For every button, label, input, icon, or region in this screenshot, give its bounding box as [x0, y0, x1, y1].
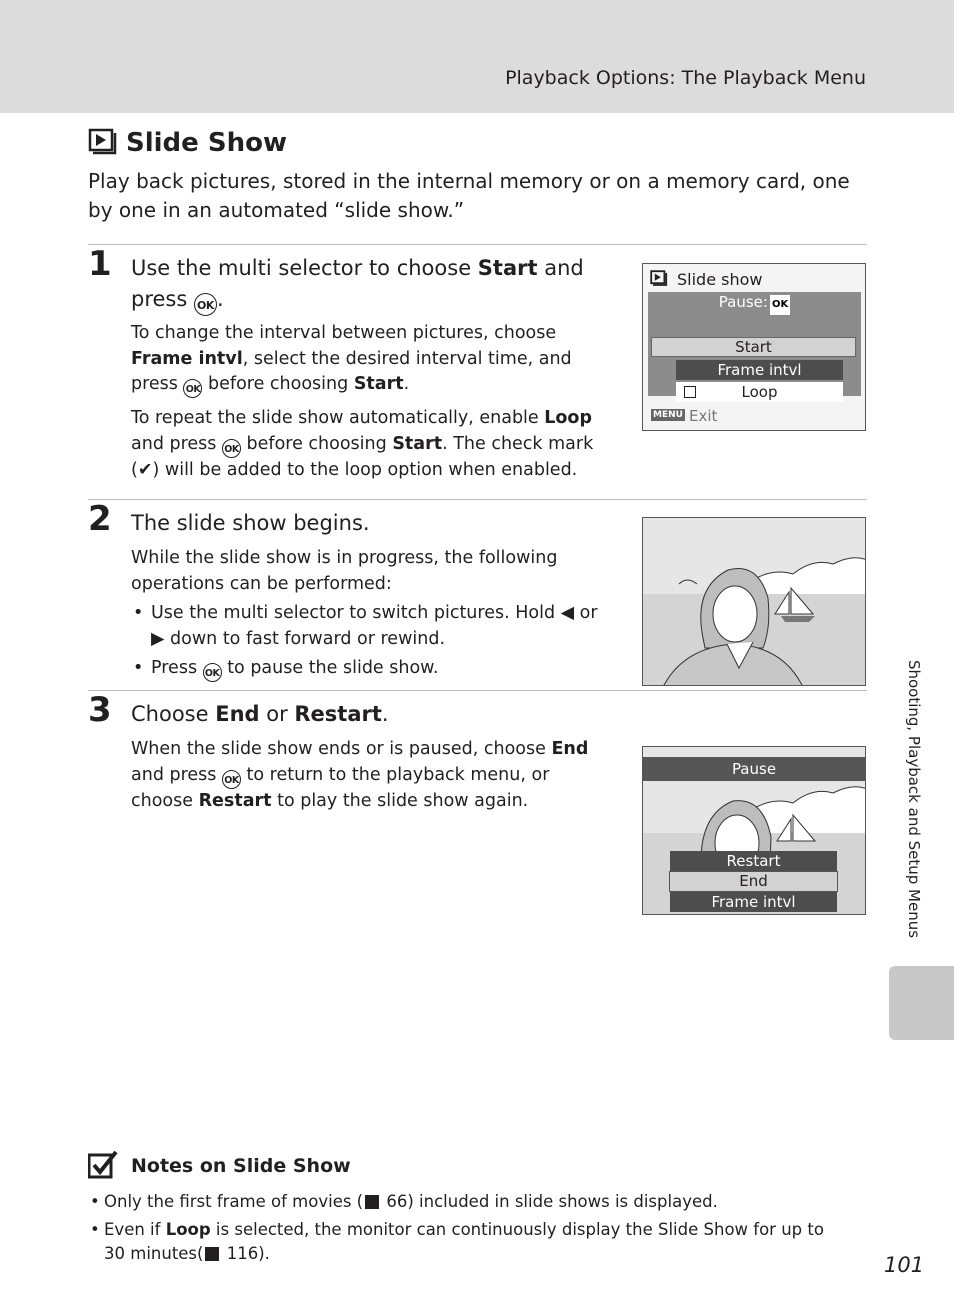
- pause-title-bar: Pause: [643, 757, 865, 781]
- notes-list: [88, 1190, 848, 1266]
- camera-screen-slideshow-menu: [642, 263, 866, 431]
- page-title: Slide Show: [126, 128, 287, 158]
- step-paragraph: While the slide show is in progress, the following operations can be performed:: [131, 548, 558, 594]
- step-body: [131, 737, 611, 814]
- step-paragraph: When the slide show ends or is paused, choose End and press OK to return to the playback menu, or choose Restart to play the slide show again.: [131, 739, 589, 811]
- step-number: 2: [88, 499, 112, 539]
- portrait-illustration: [643, 518, 866, 686]
- ok-button-icon: OK: [222, 770, 241, 789]
- step-heading: Choose End or Restart.: [131, 702, 389, 726]
- menu-panel: [648, 292, 861, 401]
- menu-item-loop[interactable]: Loop: [676, 382, 843, 402]
- step-heading: The slide show begins.: [131, 511, 370, 535]
- step-number: 3: [88, 690, 112, 730]
- exit-label: Exit: [689, 407, 718, 425]
- page-number: 101: [884, 1253, 925, 1277]
- menu-button-icon: MENU: [653, 410, 683, 420]
- header-band: [0, 0, 954, 113]
- step-body: [131, 546, 611, 682]
- checkbox-icon: [684, 386, 696, 398]
- list-item: • Only the first frame of movies ( 66) included in slide shows is displayed.: [88, 1190, 848, 1214]
- slideshow-icon: [88, 128, 118, 158]
- menu-item-frame-intvl[interactable]: Frame intvl: [670, 892, 837, 912]
- step-paragraph: To repeat the slide show automatically, enable Loop and press OK before choosing Start. The check mark (✔) will be added to the loop option when enabled.: [131, 408, 594, 480]
- page-reference-icon: [365, 1195, 379, 1209]
- screen-title: Slide show: [677, 270, 763, 289]
- menu-item-start[interactable]: Start: [651, 337, 856, 357]
- section-tab: [889, 966, 954, 1040]
- ok-button-icon: OK: [194, 293, 217, 316]
- camera-screen-pause-menu: [642, 746, 866, 915]
- ok-button-icon: OK: [222, 439, 241, 458]
- step-body: [131, 321, 611, 483]
- list-item: • Even if Loop is selected, the monitor can continuously display the Slide Show for up to 30 minutes( 116).: [88, 1218, 848, 1266]
- slideshow-icon: [650, 270, 668, 288]
- notes-title: Notes on Slide Show: [131, 1155, 351, 1177]
- divider: [88, 244, 867, 245]
- check-mark-icon: ✔: [137, 459, 153, 480]
- ok-button-icon: OK: [183, 379, 202, 398]
- divider: [88, 690, 867, 691]
- pause-label: Pause: OK: [648, 292, 861, 315]
- menu-item-frame-intvl[interactable]: Frame intvl: [676, 360, 843, 380]
- step-paragraph: To change the interval between pictures, choose Frame intvl, select the desired interval time, and press OK before choosing Start.: [131, 321, 611, 398]
- side-section-label: Shooting, Playback and Setup Menus: [905, 659, 923, 939]
- list-item: • Press OK to pause the slide show.: [131, 656, 611, 682]
- arrow-right-icon: ▶: [151, 628, 165, 649]
- step-heading: Use the multi selector to choose Start and press OK .: [131, 253, 601, 316]
- slideshow-photo: [642, 517, 866, 686]
- intro-paragraph: Play back pictures, stored in the internal memory or on a memory card, one by one in an automated “slide show.”: [88, 169, 850, 222]
- step-number: 1: [88, 244, 112, 284]
- ok-button-icon: OK: [203, 663, 222, 682]
- page-reference-icon: [205, 1247, 219, 1261]
- note-check-icon: [88, 1150, 118, 1180]
- divider: [88, 499, 867, 500]
- section-header: Playback Options: The Playback Menu: [505, 67, 866, 89]
- list-item: • Use the multi selector to switch pictures. Hold ◀ or ▶ down to fast forward or rewind.: [131, 601, 611, 652]
- menu-item-restart[interactable]: Restart: [670, 851, 837, 871]
- menu-item-end[interactable]: End: [669, 871, 838, 892]
- arrow-left-icon: ◀: [560, 603, 575, 623]
- title-row: [88, 125, 287, 161]
